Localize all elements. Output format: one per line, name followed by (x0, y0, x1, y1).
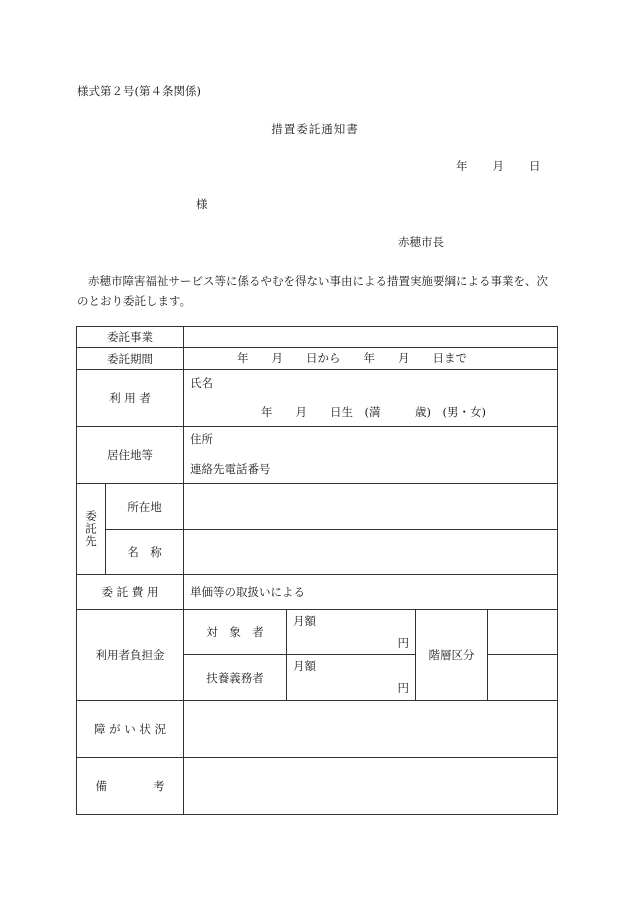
date-month: 月 (492, 159, 504, 173)
contractor-location-value[interactable] (184, 484, 558, 530)
fee-label: 委 託 費 用 (77, 575, 184, 610)
user-birth-line: 年 月 日生 (満 歳) (男・女) (261, 405, 486, 419)
fee-value[interactable]: 単価等の取扱いによる (184, 575, 558, 610)
residence-label: 居住地等 (77, 427, 184, 484)
issuer: 赤穂市長 (398, 235, 444, 249)
residence-value[interactable] (184, 427, 558, 484)
tier-value-2[interactable] (488, 655, 558, 701)
document-title: 措置委託通知書 (271, 122, 359, 136)
row-disability (77, 701, 558, 758)
user-value[interactable] (184, 370, 558, 427)
disability-value[interactable] (184, 701, 558, 758)
date-year: 年 (456, 159, 468, 173)
body-text: 赤穂市障害福祉サービス等に係るやむを得ない事由による措置実施要綱による事業を、次のとおり委託します。 (77, 274, 548, 308)
burden-target-label: 対 象 者 (184, 610, 287, 655)
user-label: 利 用 者 (77, 370, 184, 427)
row-remarks (77, 758, 558, 815)
project-value[interactable] (184, 327, 558, 348)
period-value[interactable] (184, 348, 558, 370)
period-text: 年 月 日から 年 月 日まで (237, 351, 467, 365)
remarks-value[interactable] (184, 758, 558, 815)
row-project (77, 327, 558, 348)
date-day: 日 (529, 159, 541, 173)
row-user (77, 370, 558, 427)
remarks-label: 備 考 (77, 758, 184, 815)
addressee-suffix: 様 (196, 197, 208, 211)
contractor-name-value[interactable] (184, 530, 558, 575)
row-fee (77, 575, 558, 610)
burden-target-amount[interactable] (287, 610, 416, 655)
tier-label: 階層区分 (416, 610, 488, 701)
target-yen-label: 円 (397, 636, 409, 650)
row-period (77, 348, 558, 370)
burden-supporter-label: 扶養義務者 (184, 655, 287, 701)
target-monthly-label: 月額 (293, 614, 316, 628)
supporter-yen-label: 円 (397, 681, 409, 695)
tier-value-1[interactable] (488, 610, 558, 655)
row-contractor-location (77, 484, 558, 530)
burden-label: 利用者負担金 (77, 610, 184, 701)
user-name-label: 氏名 (190, 376, 213, 390)
contractor-location-label: 所在地 (106, 484, 184, 530)
form-table (76, 326, 558, 815)
address-label: 住所 (190, 432, 213, 446)
row-contractor-name (77, 530, 558, 575)
contractor-name-label: 名 称 (106, 530, 184, 575)
row-burden-target (77, 610, 558, 655)
form-number: 様式第２号(第４条関係) (77, 84, 201, 98)
period-label: 委託期間 (77, 348, 184, 370)
contractor-group-label: 委託先 (77, 484, 106, 575)
phone-label: 連絡先電話番号 (190, 462, 271, 476)
supporter-monthly-label: 月額 (293, 659, 316, 673)
row-residence (77, 427, 558, 484)
burden-supporter-amount[interactable] (287, 655, 416, 701)
disability-label: 障 が い 状 況 (77, 701, 184, 758)
project-label: 委託事業 (77, 327, 184, 348)
date-line (456, 161, 541, 173)
